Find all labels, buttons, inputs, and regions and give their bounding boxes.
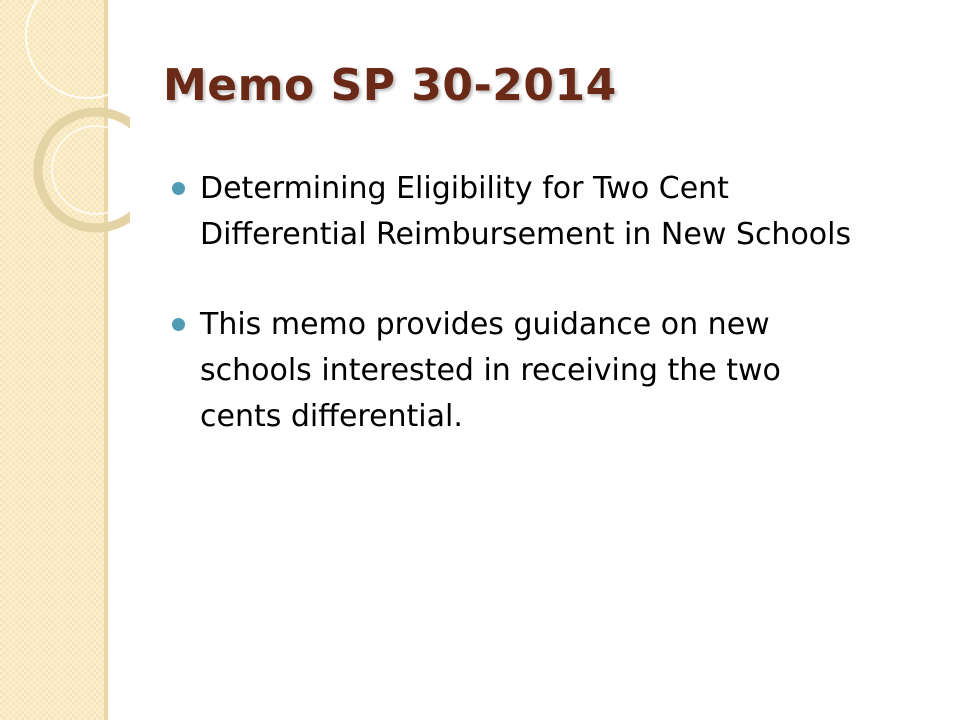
- bullet-item: [170, 166, 870, 258]
- bullet-dot-icon: [172, 182, 185, 195]
- sidebar-edge-divider: [104, 0, 108, 720]
- decorative-sidebar: [0, 0, 104, 720]
- bullet-text: Determining Eligibility for Two Cent Differential Reimbursement in New Schools: [200, 171, 852, 252]
- bullet-list: [170, 166, 870, 440]
- bullet-item: [170, 302, 870, 440]
- bullet-dot-icon: [172, 318, 185, 331]
- slide-title: Memo SP 30-2014: [163, 60, 617, 111]
- bullet-text: This memo provides guidance on new schools interested in receiving the two cents differential.: [200, 307, 781, 434]
